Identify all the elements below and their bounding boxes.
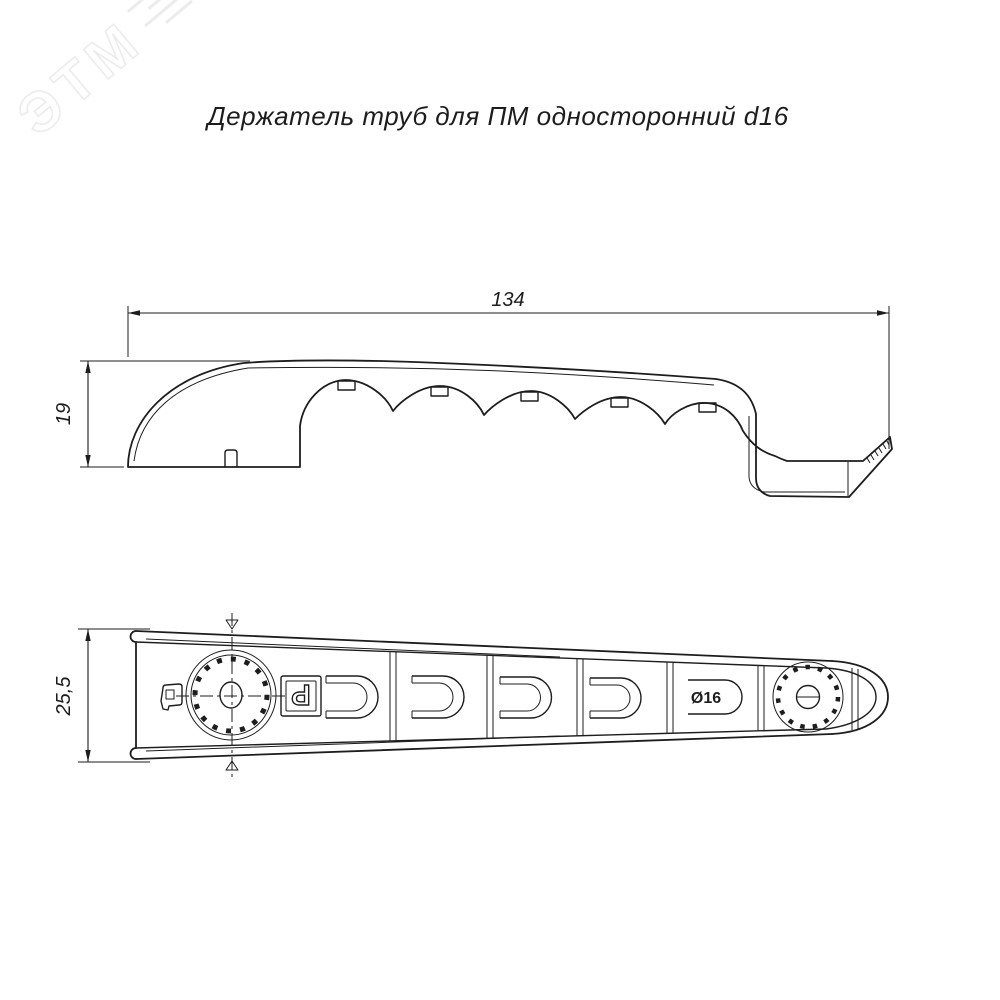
diameter-label: Ø16: [690, 690, 722, 707]
arch-latch-tabs: [338, 381, 716, 412]
serrated-tip-teeth: [867, 441, 889, 463]
side-part-outline: [128, 360, 892, 497]
plan-view: [53, 613, 888, 779]
cable-slots: [326, 676, 742, 718]
material-mark: [161, 684, 182, 710]
dimension-height-19: [53, 361, 250, 467]
watermark-text: ЭТМ: [5, 7, 155, 148]
left-gear-boss: [186, 650, 276, 740]
dim-length-label: 134: [491, 289, 525, 311]
left-hole: [220, 682, 242, 708]
dim-height-label: 19: [53, 402, 75, 426]
etm-watermark: [5, 0, 206, 147]
plan-body-outline: [131, 631, 889, 759]
right-gear-boss: [773, 662, 843, 732]
diameter-slot: [688, 680, 742, 714]
manufacturer-logo: [281, 676, 321, 716]
drawing-title: Держатель труб для ПМ односторонний d16: [207, 101, 789, 131]
inner-wall-line-step: [749, 416, 845, 492]
side-profile-view: [53, 289, 892, 497]
bottom-clip-tab: [225, 450, 237, 467]
rib-dividers: [390, 652, 858, 741]
inner-wall-line-top: [134, 367, 714, 461]
dim-width-label: 25,5: [53, 676, 75, 716]
logo-letter: Р: [291, 678, 311, 710]
